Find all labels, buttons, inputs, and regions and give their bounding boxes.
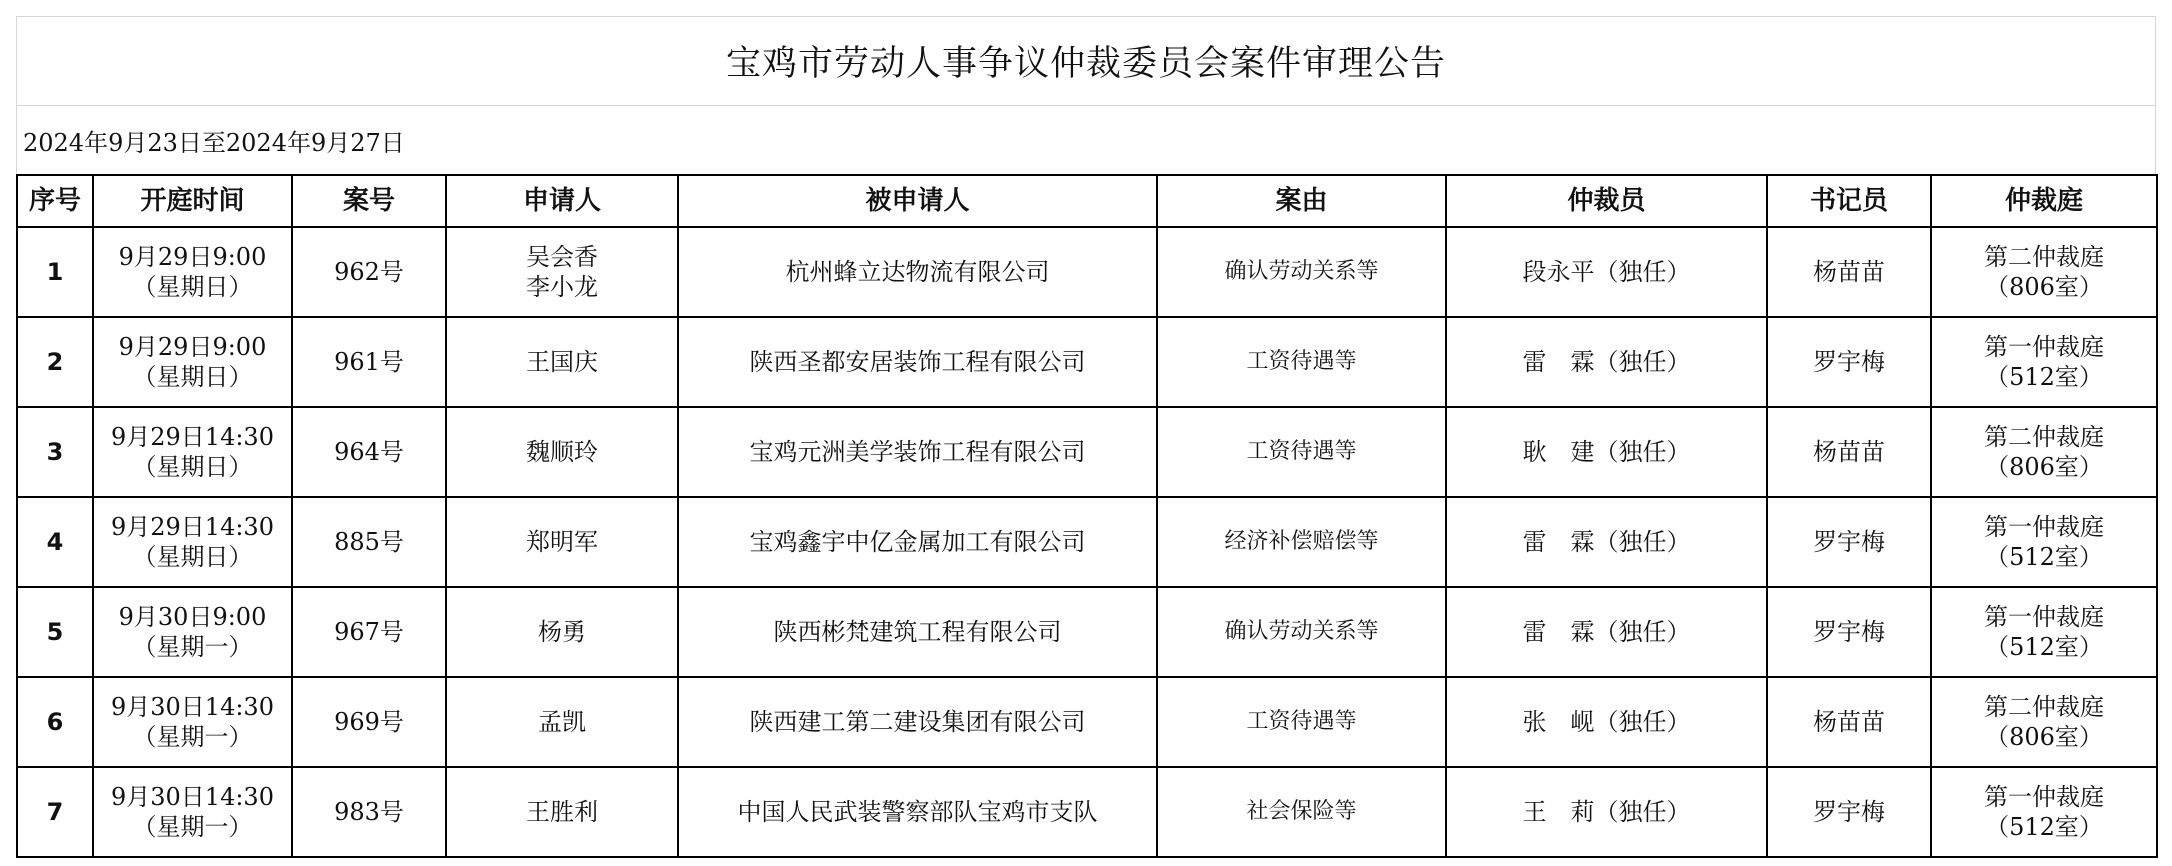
table-row: [17, 497, 2157, 587]
tribunal-cell: [1931, 767, 2157, 857]
hearing-time-cell: [93, 767, 292, 857]
column-header-cause: 案由: [1157, 175, 1446, 227]
case-number: 983号: [292, 767, 446, 857]
case-cause: 确认劳动关系等: [1157, 227, 1446, 317]
clerk: 杨苗苗: [1767, 677, 1931, 767]
arbitrator: 雷 霖（独任）: [1446, 497, 1767, 587]
column-header-hearing-time: 开庭时间: [93, 175, 292, 227]
table-row: [17, 677, 2157, 767]
tribunal-room: （806室）: [1985, 273, 2103, 301]
tribunal-name: 第二仲裁庭: [1984, 423, 2104, 451]
tribunal-room: （806室）: [1985, 723, 2103, 751]
tribunal-cell: [1931, 677, 2157, 767]
applicant-cell: [446, 497, 678, 587]
hearing-weekday: （星期一）: [132, 633, 253, 661]
hearing-time-cell: [93, 677, 292, 767]
respondent: 陕西圣都安居装饰工程有限公司: [678, 317, 1157, 407]
clerk: 罗宇梅: [1767, 587, 1931, 677]
row-index: 4: [17, 497, 93, 587]
applicant-name: 郑明军: [526, 528, 598, 556]
tribunal-cell: [1931, 317, 2157, 407]
arbitrator: 王 莉（独任）: [1446, 767, 1767, 857]
tribunal-room: （806室）: [1985, 453, 2103, 481]
applicant-name: 魏顺玲: [526, 438, 598, 466]
case-number: 964号: [292, 407, 446, 497]
row-index: 3: [17, 407, 93, 497]
case-number: 969号: [292, 677, 446, 767]
hearing-time-cell: [93, 317, 292, 407]
arbitrator: 雷 霖（独任）: [1446, 587, 1767, 677]
hearing-time: 9月30日9:00: [118, 603, 267, 631]
respondent: 宝鸡元洲美学装饰工程有限公司: [678, 407, 1157, 497]
row-index: 6: [17, 677, 93, 767]
case-number: 962号: [292, 227, 446, 317]
table-row: [17, 407, 2157, 497]
tribunal-name: 第一仲裁庭: [1984, 783, 2104, 811]
table-row: [17, 767, 2157, 857]
arbitrator: 段永平（独任）: [1446, 227, 1767, 317]
tribunal-cell: [1931, 407, 2157, 497]
hearing-weekday: （星期日）: [132, 273, 253, 301]
hearing-weekday: （星期一）: [132, 813, 253, 841]
arbitrator: 张 岘（独任）: [1446, 677, 1767, 767]
applicant-cell: [446, 677, 678, 767]
hearing-time: 9月29日9:00: [118, 243, 267, 271]
hearing-time: 9月29日14:30: [111, 423, 274, 451]
tribunal-room: （512室）: [1985, 813, 2103, 841]
column-header-arbitrator: 仲裁员: [1446, 175, 1767, 227]
hearing-time: 9月30日14:30: [111, 783, 274, 811]
applicant-cell: [446, 407, 678, 497]
hearing-time-cell: [93, 497, 292, 587]
arbitrator: 雷 霖（独任）: [1446, 317, 1767, 407]
case-number: 967号: [292, 587, 446, 677]
applicant-cell: [446, 767, 678, 857]
case-cause: 确认劳动关系等: [1157, 587, 1446, 677]
table-row: [17, 227, 2157, 317]
respondent: 中国人民武装警察部队宝鸡市支队: [678, 767, 1157, 857]
hearing-weekday: （星期日）: [132, 453, 253, 481]
table-row: [17, 317, 2157, 407]
case-cause: 经济补偿赔偿等: [1157, 497, 1446, 587]
hearing-time: 9月29日14:30: [111, 513, 274, 541]
tribunal-name: 第一仲裁庭: [1984, 513, 2104, 541]
column-header-tribunal: 仲裁庭: [1931, 175, 2157, 227]
applicant-name: 王胜利: [526, 798, 598, 826]
row-index: 2: [17, 317, 93, 407]
clerk: 杨苗苗: [1767, 407, 1931, 497]
date-range: 2024年9月23日至2024年9月27日: [16, 106, 2156, 174]
tribunal-room: （512室）: [1985, 633, 2103, 661]
applicant-cell: [446, 227, 678, 317]
case-number: 961号: [292, 317, 446, 407]
tribunal-name: 第二仲裁庭: [1984, 243, 2104, 271]
column-header-respondent: 被申请人: [678, 175, 1157, 227]
arbitrator: 耿 建（独任）: [1446, 407, 1767, 497]
applicant-cell: [446, 587, 678, 677]
tribunal-room: （512室）: [1985, 543, 2103, 571]
tribunal-room: （512室）: [1985, 363, 2103, 391]
applicant-name: 杨勇: [538, 618, 586, 646]
column-header-applicant: 申请人: [446, 175, 678, 227]
table-header-row: [17, 175, 2157, 227]
hearing-weekday: （星期一）: [132, 723, 253, 751]
case-cause: 社会保险等: [1157, 767, 1446, 857]
applicant-name: 孟凯: [538, 708, 586, 736]
applicant-cell: [446, 317, 678, 407]
column-header-clerk: 书记员: [1767, 175, 1931, 227]
table-row: [17, 587, 2157, 677]
respondent: 杭州蜂立达物流有限公司: [678, 227, 1157, 317]
case-table: [16, 174, 2158, 858]
clerk: 罗宇梅: [1767, 497, 1931, 587]
tribunal-cell: [1931, 587, 2157, 677]
applicant-name: 吴会香: [526, 243, 598, 271]
tribunal-cell: [1931, 227, 2157, 317]
hearing-time-cell: [93, 227, 292, 317]
respondent: 陕西彬梵建筑工程有限公司: [678, 587, 1157, 677]
tribunal-cell: [1931, 497, 2157, 587]
hearing-weekday: （星期日）: [132, 363, 253, 391]
case-cause: 工资待遇等: [1157, 407, 1446, 497]
tribunal-name: 第一仲裁庭: [1984, 333, 2104, 361]
hearing-time-cell: [93, 587, 292, 677]
tribunal-name: 第二仲裁庭: [1984, 693, 2104, 721]
case-cause: 工资待遇等: [1157, 317, 1446, 407]
row-index: 7: [17, 767, 93, 857]
tribunal-name: 第一仲裁庭: [1984, 603, 2104, 631]
respondent: 宝鸡鑫宇中亿金属加工有限公司: [678, 497, 1157, 587]
case-number: 885号: [292, 497, 446, 587]
column-header-case-number: 案号: [292, 175, 446, 227]
clerk: 罗宇梅: [1767, 767, 1931, 857]
page-title: 宝鸡市劳动人事争议仲裁委员会案件审理公告: [16, 16, 2156, 106]
column-header-index: 序号: [17, 175, 93, 227]
row-index: 5: [17, 587, 93, 677]
applicant-name-second: 李小龙: [526, 273, 598, 301]
hearing-time: 9月30日14:30: [111, 693, 274, 721]
hearing-time: 9月29日9:00: [118, 333, 267, 361]
respondent: 陕西建工第二建设集团有限公司: [678, 677, 1157, 767]
clerk: 杨苗苗: [1767, 227, 1931, 317]
clerk: 罗宇梅: [1767, 317, 1931, 407]
hearing-time-cell: [93, 407, 292, 497]
applicant-name: 王国庆: [526, 348, 598, 376]
case-cause: 工资待遇等: [1157, 677, 1446, 767]
row-index: 1: [17, 227, 93, 317]
hearing-weekday: （星期日）: [132, 543, 253, 571]
